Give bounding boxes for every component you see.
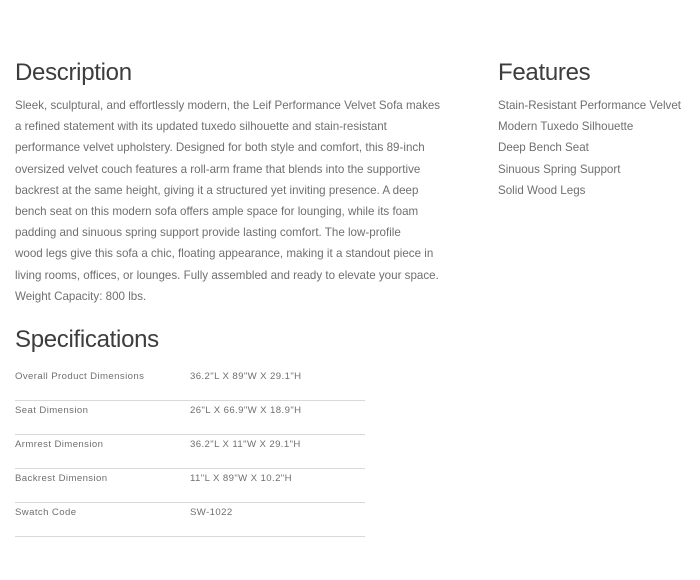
description-line: bench seat on this modern sofa offers ample space for lounging, while its foam bbox=[15, 205, 419, 219]
specifications-heading: Specifications bbox=[15, 326, 159, 353]
specifications-section bbox=[15, 325, 365, 537]
spec-row bbox=[15, 435, 365, 469]
spec-value: SW-1022 bbox=[190, 507, 233, 518]
spec-name: Armrest Dimension bbox=[15, 439, 104, 450]
description-heading: Description bbox=[15, 59, 132, 86]
spec-name: Backrest Dimension bbox=[15, 473, 108, 484]
description-line: backrest at the same height, giving it a structured yet inviting presence. A deep bbox=[15, 183, 419, 197]
spec-row bbox=[15, 503, 365, 537]
spec-row bbox=[15, 469, 365, 503]
description-line: oversized velvet couch features a roll-arm frame that blends into the supportive bbox=[15, 162, 421, 176]
spec-name: Overall Product Dimensions bbox=[15, 371, 145, 382]
features-heading: Features bbox=[498, 59, 591, 86]
spec-value: 36.2"L X 11"W X 29.1"H bbox=[190, 439, 301, 450]
feature-item: Modern Tuxedo Silhouette bbox=[498, 120, 634, 134]
description-text bbox=[15, 95, 455, 307]
features-list bbox=[498, 95, 698, 201]
spec-value: 11"L X 89"W X 10.2"H bbox=[190, 473, 292, 484]
description-line: wood legs give this sofa a chic, floating appearance, making it a standout piece in bbox=[15, 247, 434, 261]
feature-item: Stain-Resistant Performance Velvet bbox=[498, 99, 682, 112]
description-line: a refined statement with its updated tuxedo silhouette and stain-resistant bbox=[15, 120, 387, 134]
spec-row bbox=[15, 401, 365, 435]
spec-name: Swatch Code bbox=[15, 507, 77, 518]
description-line: performance velvet upholstery. Designed for both style and comfort, this 89-inch bbox=[15, 141, 425, 155]
spec-row bbox=[15, 367, 365, 401]
description-line: padding and sinuous spring support provide lasting comfort. The low-profile bbox=[15, 226, 401, 240]
description-line: Weight Capacity: 800 lbs. bbox=[15, 289, 147, 303]
description-line: living rooms, offices, or lounges. Fully assembled and ready to elevate your space. bbox=[15, 268, 439, 282]
spec-value: 36.2"L X 89"W X 29.1"H bbox=[190, 371, 302, 382]
feature-item: Deep Bench Seat bbox=[498, 141, 589, 155]
spec-name: Seat Dimension bbox=[15, 405, 89, 416]
description-section bbox=[15, 58, 455, 307]
specifications-table bbox=[15, 367, 365, 537]
features-section bbox=[498, 58, 698, 201]
spec-value: 26"L X 66.9"W X 18.9"H bbox=[190, 405, 302, 416]
feature-item: Sinuous Spring Support bbox=[498, 162, 621, 176]
feature-item: Solid Wood Legs bbox=[498, 183, 586, 197]
description-line: Sleek, sculptural, and effortlessly modern, the Leif Performance Velvet Sofa makes bbox=[15, 99, 441, 112]
